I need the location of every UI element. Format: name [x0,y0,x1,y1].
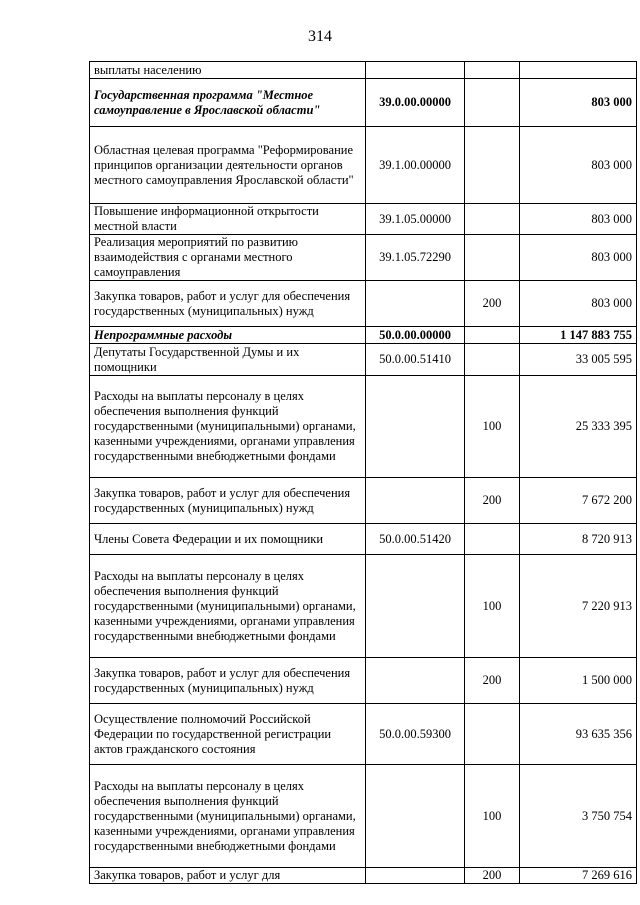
row-code [366,658,465,704]
row-sum: 25 333 395 [520,376,637,478]
table-row [90,281,637,327]
row-sum: 93 635 356 [520,704,637,765]
row-name: Закупка товаров, работ и услуг для обеспечения государственных (муниципальных) нужд [90,658,366,704]
row-sum: 8 720 913 [520,524,637,555]
table-row [90,79,637,127]
table-row [90,327,637,344]
table-row [90,376,637,478]
row-sum [520,62,637,79]
row-name: Осуществление полномочий Российской Федерации по государственной регистрации актов гражданского состояния [90,704,366,765]
row-type [465,235,520,281]
row-type [465,62,520,79]
row-code [366,281,465,327]
row-type [465,344,520,376]
row-type [465,327,520,344]
row-code [366,62,465,79]
row-code [366,478,465,524]
row-code: 39.1.05.00000 [366,204,465,235]
row-sum: 7 672 200 [520,478,637,524]
row-code: 39.1.05.72290 [366,235,465,281]
row-name: Непрограммные расходы [90,327,366,344]
table-row [90,62,637,79]
row-type: 100 [465,765,520,868]
row-sum: 7 269 616 [520,868,637,884]
row-code [366,868,465,884]
table-row [90,127,637,204]
table-row [90,765,637,868]
row-type: 200 [465,868,520,884]
row-code: 39.0.00.00000 [366,79,465,127]
row-type: 200 [465,281,520,327]
row-name: Расходы на выплаты персоналу в целях обеспечения выполнения функций государственными (муниципальными) органами, казенными учреждениями, органами управления государственными внебюджетными фондами [90,376,366,478]
row-sum: 33 005 595 [520,344,637,376]
row-type [465,204,520,235]
table-row [90,555,637,658]
row-sum: 1 500 000 [520,658,637,704]
table-row [90,344,637,376]
row-code [366,765,465,868]
row-code [366,376,465,478]
row-sum: 803 000 [520,235,637,281]
table-row [90,478,637,524]
row-type: 200 [465,478,520,524]
row-code: 50.0.00.51410 [366,344,465,376]
table-row [90,868,637,884]
row-name: Расходы на выплаты персоналу в целях обеспечения выполнения функций государственными (муниципальными) органами, казенными учреждениями, органами управления государственными внебюджетными фондами [90,765,366,868]
row-name: Депутаты Государственной Думы и их помощники [90,344,366,376]
row-type [465,704,520,765]
row-type [465,524,520,555]
table-row [90,235,637,281]
row-sum: 803 000 [520,281,637,327]
table-row [90,524,637,555]
row-sum: 1 147 883 755 [520,327,637,344]
row-sum: 803 000 [520,79,637,127]
row-code: 39.1.00.00000 [366,127,465,204]
row-code: 50.0.00.51420 [366,524,465,555]
row-sum: 803 000 [520,127,637,204]
row-name: выплаты населению [90,62,366,79]
row-type: 200 [465,658,520,704]
row-type [465,127,520,204]
row-sum: 3 750 754 [520,765,637,868]
page-number: 314 [308,28,332,45]
row-sum: 803 000 [520,204,637,235]
row-name: Расходы на выплаты персоналу в целях обеспечения выполнения функций государственными (муниципальными) органами, казенными учреждениями, органами управления государственными внебюджетными фондами [90,555,366,658]
row-name: Повышение информационной открытости местной власти [90,204,366,235]
row-name: Члены Совета Федерации и их помощники [90,524,366,555]
budget-table [89,61,637,884]
row-sum: 7 220 913 [520,555,637,658]
row-name: Закупка товаров, работ и услуг для обеспечения государственных (муниципальных) нужд [90,281,366,327]
table-row [90,704,637,765]
row-name: Закупка товаров, работ и услуг для обеспечения государственных (муниципальных) нужд [90,478,366,524]
row-type: 100 [465,555,520,658]
row-name: Государственная программа "Местное самоуправление в Ярославской области" [90,79,366,127]
row-name: Реализация мероприятий по развитию взаимодействия с органами местного самоуправления [90,235,366,281]
row-name: Областная целевая программа "Реформирование принципов организации деятельности органов местного самоуправления Ярославской области" [90,127,366,204]
table-row [90,658,637,704]
table-row [90,204,637,235]
row-name: Закупка товаров, работ и услуг для [90,868,366,884]
row-type [465,79,520,127]
row-code: 50.0.00.59300 [366,704,465,765]
row-code [366,555,465,658]
row-type: 100 [465,376,520,478]
row-code: 50.0.00.00000 [366,327,465,344]
